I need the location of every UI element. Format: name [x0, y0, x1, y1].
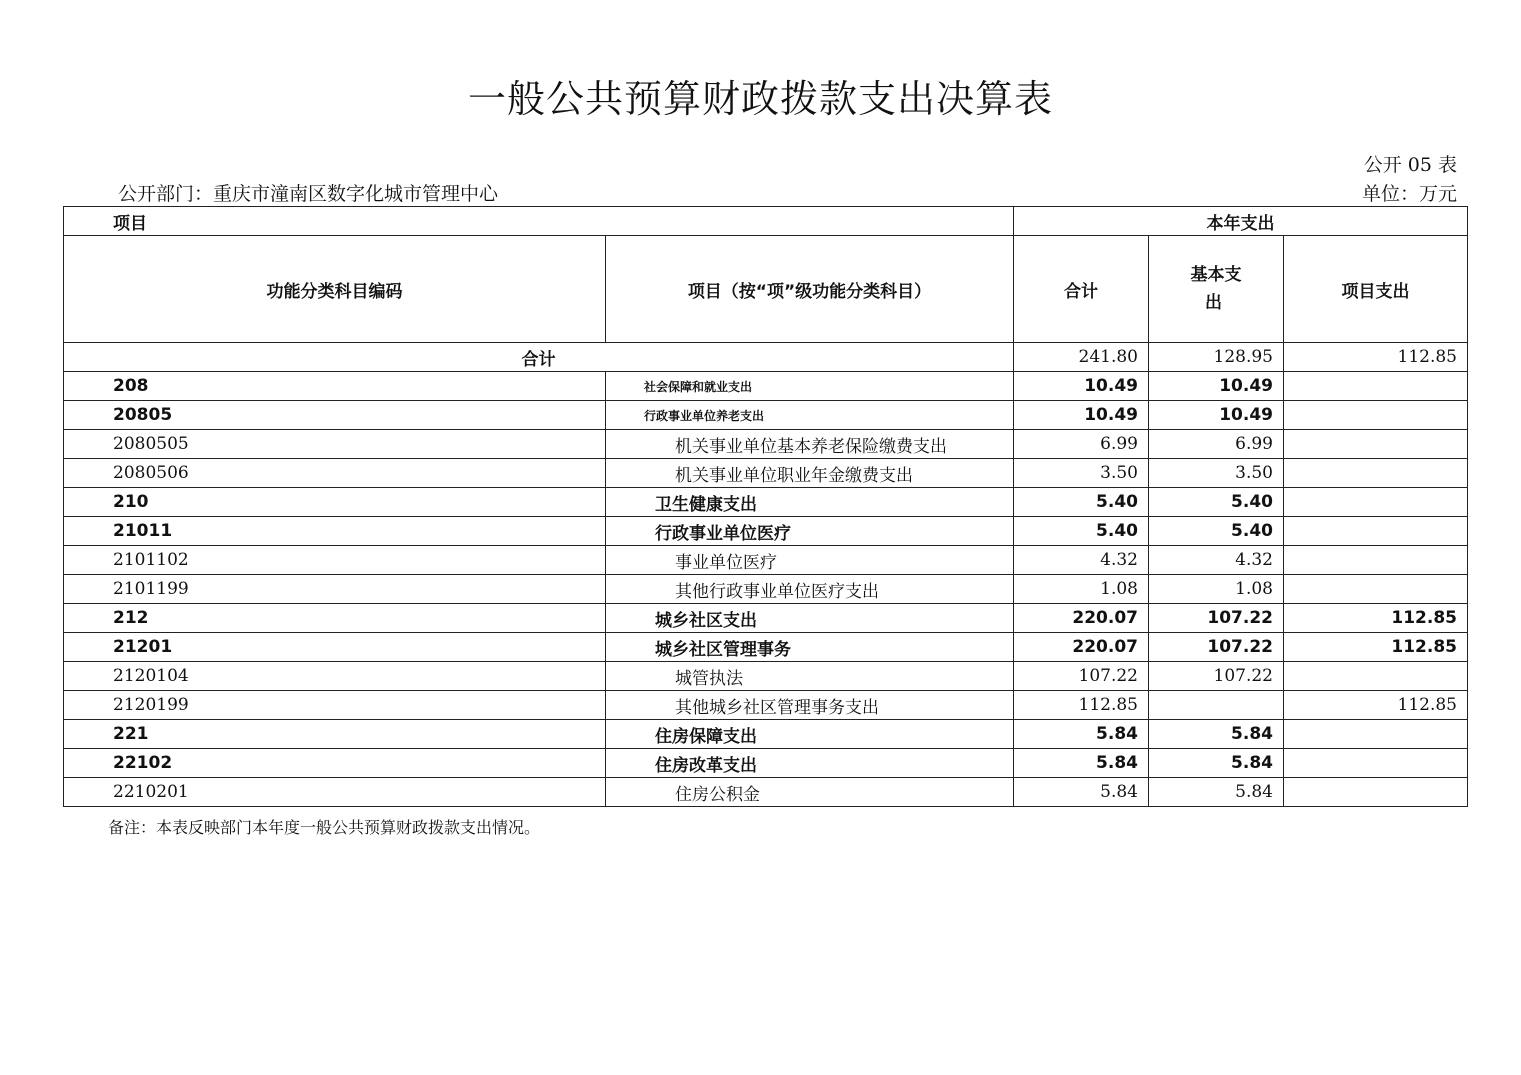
row-name: 城乡社区支出: [606, 604, 1014, 633]
row-total: 220.07: [1014, 633, 1149, 662]
row-basic: 107.22: [1149, 662, 1284, 691]
header-row-top: [64, 207, 1468, 236]
row-name: 卫生健康支出: [606, 488, 1014, 517]
row-total: 5.84: [1014, 720, 1149, 749]
row-total: 5.40: [1014, 517, 1149, 546]
row-project: 112.85: [1284, 691, 1468, 720]
row-basic: 5.40: [1149, 517, 1284, 546]
row-project: [1284, 575, 1468, 604]
header-project: 项目: [64, 207, 1014, 236]
page-title: 一般公共预算财政拨款支出决算表: [467, 77, 1053, 121]
footnote: 备注：本表反映部门本年度一般公共预算财政拨款支出情况。: [108, 818, 541, 837]
row-code: 2120104: [64, 662, 606, 691]
table-row: [64, 401, 1468, 430]
row-name: 社会保障和就业支出: [606, 372, 1014, 401]
row-total: 4.32: [1014, 546, 1149, 575]
row-name: 其他行政事业单位医疗支出: [606, 575, 1014, 604]
row-basic: 5.84: [1149, 778, 1284, 807]
row-total: 10.49: [1014, 401, 1149, 430]
table-row: [64, 633, 1468, 662]
header-total: 合计: [1014, 236, 1149, 343]
header-basic-line1: 基本支: [1190, 265, 1242, 285]
row-code: 221: [64, 720, 606, 749]
row-code: 208: [64, 372, 606, 401]
row-code: 2210201: [64, 778, 606, 807]
row-basic: 3.50: [1149, 459, 1284, 488]
table-row: [64, 517, 1468, 546]
row-basic: 10.49: [1149, 401, 1284, 430]
row-basic: 4.32: [1149, 546, 1284, 575]
row-basic: 5.84: [1149, 749, 1284, 778]
table-row: [64, 749, 1468, 778]
row-basic: 1.08: [1149, 575, 1284, 604]
row-name: 机关事业单位职业年金缴费支出: [606, 459, 1014, 488]
row-project: [1284, 749, 1468, 778]
row-name: 机关事业单位基本养老保险缴费支出: [606, 430, 1014, 459]
row-code: 210: [64, 488, 606, 517]
header-item-name: 项目（按“项”级功能分类科目）: [606, 236, 1014, 343]
header-current-year: 本年支出: [1014, 207, 1468, 236]
row-project: 112.85: [1284, 633, 1468, 662]
row-basic: 5.84: [1149, 720, 1284, 749]
row-total: 1.08: [1014, 575, 1149, 604]
table-row: [64, 691, 1468, 720]
row-code: 2120199: [64, 691, 606, 720]
table-row: [64, 604, 1468, 633]
row-total: 10.49: [1014, 372, 1149, 401]
total-project: 112.85: [1284, 343, 1468, 372]
row-code: 2080506: [64, 459, 606, 488]
row-name: 住房公积金: [606, 778, 1014, 807]
row-total: 112.85: [1014, 691, 1149, 720]
unit-label: 单位：万元: [1361, 183, 1457, 205]
expenditure-table: [63, 206, 1468, 807]
table-row: [64, 720, 1468, 749]
header-project-expense: 项目支出: [1284, 236, 1468, 343]
row-project: [1284, 720, 1468, 749]
row-name: 行政事业单位养老支出: [606, 401, 1014, 430]
row-code: 21201: [64, 633, 606, 662]
row-name: 行政事业单位医疗: [606, 517, 1014, 546]
header-basic: [1149, 236, 1284, 343]
row-total: 5.40: [1014, 488, 1149, 517]
table-row: [64, 430, 1468, 459]
header-basic-line2: 出: [1205, 293, 1222, 313]
row-basic: 5.40: [1149, 488, 1284, 517]
form-number: 公开 05 表: [1363, 154, 1457, 176]
total-label: 合计: [64, 343, 1014, 372]
row-name: 城乡社区管理事务: [606, 633, 1014, 662]
row-name: 事业单位医疗: [606, 546, 1014, 575]
row-code: 22102: [64, 749, 606, 778]
row-basic: [1149, 691, 1284, 720]
header-row-columns: [64, 236, 1468, 343]
header-code: 功能分类科目编码: [64, 236, 606, 343]
table-row: [64, 546, 1468, 575]
row-code: 2080505: [64, 430, 606, 459]
row-project: [1284, 778, 1468, 807]
row-total: 220.07: [1014, 604, 1149, 633]
row-project: [1284, 488, 1468, 517]
row-total: 5.84: [1014, 778, 1149, 807]
row-project: [1284, 401, 1468, 430]
row-basic: 10.49: [1149, 372, 1284, 401]
row-code: 2101199: [64, 575, 606, 604]
row-project: [1284, 459, 1468, 488]
total-amount: 241.80: [1014, 343, 1149, 372]
department-label: 公开部门：重庆市潼南区数字化城市管理中心: [118, 183, 499, 205]
row-project: [1284, 662, 1468, 691]
total-row: [64, 343, 1468, 372]
table-row: [64, 575, 1468, 604]
table-row: [64, 778, 1468, 807]
row-name: 城管执法: [606, 662, 1014, 691]
total-basic: 128.95: [1149, 343, 1284, 372]
row-project: [1284, 546, 1468, 575]
table-row: [64, 662, 1468, 691]
row-project: [1284, 430, 1468, 459]
row-name: 住房改革支出: [606, 749, 1014, 778]
row-code: 212: [64, 604, 606, 633]
table-row: [64, 372, 1468, 401]
row-basic: 107.22: [1149, 633, 1284, 662]
row-code: 21011: [64, 517, 606, 546]
row-name: 住房保障支出: [606, 720, 1014, 749]
row-project: [1284, 517, 1468, 546]
row-total: 5.84: [1014, 749, 1149, 778]
row-project: [1284, 372, 1468, 401]
table-row: [64, 459, 1468, 488]
row-project: 112.85: [1284, 604, 1468, 633]
row-name: 其他城乡社区管理事务支出: [606, 691, 1014, 720]
row-basic: 107.22: [1149, 604, 1284, 633]
row-total: 3.50: [1014, 459, 1149, 488]
row-code: 2101102: [64, 546, 606, 575]
row-basic: 6.99: [1149, 430, 1284, 459]
row-total: 107.22: [1014, 662, 1149, 691]
row-total: 6.99: [1014, 430, 1149, 459]
row-code: 20805: [64, 401, 606, 430]
table-row: [64, 488, 1468, 517]
